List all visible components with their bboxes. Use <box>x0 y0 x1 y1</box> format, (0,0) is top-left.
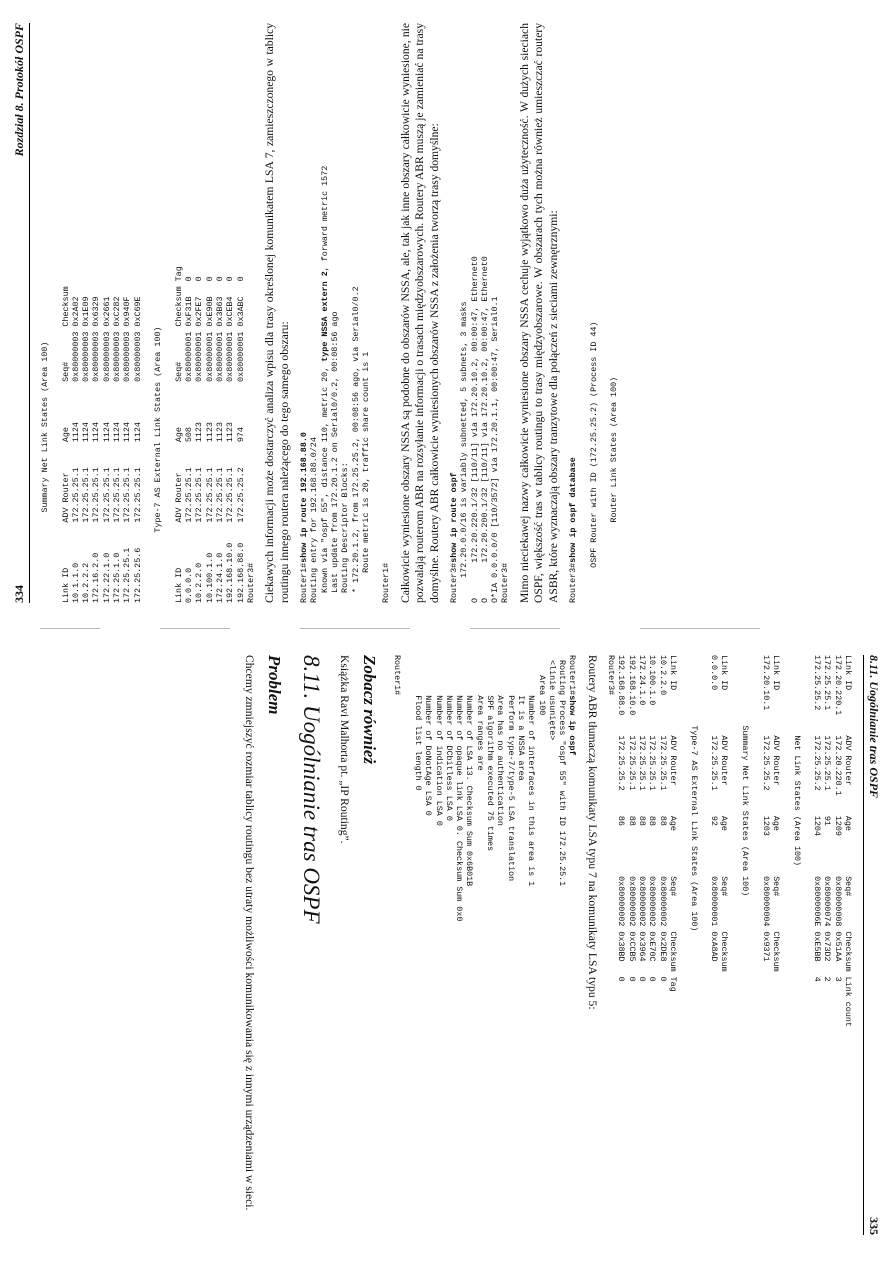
code-line: * 172.20.1.2, from 172.25.25.2, 00:08:56 ago, via Serial0/0.2 <box>350 286 361 603</box>
code-line: 10.2.2.0 172.25.25.1 1123 0x80000001 0x2FE7 0 <box>194 276 205 603</box>
code-table-header: Link ID ADV Router Age Seq# Checksum Tag <box>667 655 678 992</box>
code-line: Area ranges are <box>474 655 485 771</box>
code-block-lsa-database <box>606 655 853 1235</box>
code-table-header: Link ID ADV Router Age Seq# Checksum <box>60 286 71 603</box>
code-line: 0.0.0.0 172.25.25.1 508 0x80000001 0xF31B 0 <box>184 276 195 603</box>
code-line: 172.25.25.1 172.25.25.1 91 0x80000074 0x73D2 2 <box>822 655 833 982</box>
code-line <box>371 23 381 603</box>
see-also-heading: Zobacz również <box>360 655 380 765</box>
page-334 <box>0 0 893 625</box>
code-command: Router1#show ip ospf <box>567 655 578 756</box>
code-rows <box>812 655 843 1235</box>
code-line: It is a NSSA area <box>515 655 526 781</box>
code-line: 10.2.2.0 172.25.25.1 88 0x80000002 0x2DE8 0 <box>657 655 668 982</box>
code-command: Router3#show ip ospf database <box>567 457 578 603</box>
code-line: Summary Net Link States (Area 100) <box>740 655 751 897</box>
code-block-ospf-database <box>568 23 619 603</box>
code-table-header: Link ID ADV Router Age Seq# Checksum <box>770 655 781 972</box>
code-block-lsa-summary <box>40 23 256 603</box>
code-prompt: Router3# <box>245 562 256 603</box>
body-paragraph: Routery ABR tłumaczą komunikaty LSA typu 7 na komunikaty LSA typu 5: <box>585 655 599 1010</box>
code-line: Number of LSA 13. Checksum Sum 0x6B01B <box>464 655 475 887</box>
code-line: Number of opaque link LSA 0. Checksum Sum 0x0 <box>454 655 465 922</box>
code-line: Router Link States (Area 100) <box>609 376 620 603</box>
code-line: Perform type-7/type-5 LSA translation <box>505 655 516 882</box>
code-line: <linie usunięte> <box>546 655 557 741</box>
code-line: 172.16.2.0 172.25.25.1 1124 0x80000003 0x6329 <box>91 296 102 603</box>
body-paragraph: Ciekawych informacji może dostarczyć analiza wpisu dla trasy określonej komunikatem LSA 7, zamieszczonego w tablicy routingu innego routera należącego do tego samego obszaru: <box>263 23 291 603</box>
code-line: 192.168.88.0 172.25.25.2 86 0x80000002 0x38BD 0 <box>616 655 627 982</box>
code-line: 192.168.88.0 172.25.25.2 974 0x80000001 0x3ABC 0 <box>235 276 246 603</box>
code-line: O 172.20.220.1/32 [110/11] via 172.20.10.2, 00:00:47, Ethernet0 <box>469 256 480 603</box>
code-line: 172.25.25.1 172.25.25.1 1124 0x80000003 0x940F <box>122 296 133 603</box>
code-rows <box>459 23 510 603</box>
running-header <box>12 23 30 603</box>
section-running-title: 8.11. Uogólnianie tras OSPF <box>867 655 881 799</box>
code-line: 172.24.1.0 172.25.25.1 1123 0x80000001 0x3B63 0 <box>215 276 226 603</box>
code-table-header: Link ID ADV Router Age Seq# Checksum <box>719 655 730 972</box>
code-line: 172.20.0.0/16 is variably subnetted, 5 subnets, 3 masks <box>459 301 470 603</box>
page-334-content <box>0 0 893 625</box>
code-line: 172.25.25.6 172.25.25.1 1124 0x80000003 0xC69E <box>132 296 143 603</box>
code-line: Router1# <box>392 655 403 696</box>
code-line: Flood list length 0 <box>413 655 424 791</box>
code-line: Type-7 AS External Link States (Area 100) <box>688 655 699 932</box>
code-rows <box>616 655 667 1235</box>
code-line: 172.25.1.0 172.25.25.1 1124 0x80000003 0xC282 <box>112 296 123 603</box>
code-rows <box>184 23 246 603</box>
code-line: Number of DoNotAge LSA 0 <box>423 655 434 816</box>
running-header <box>863 655 881 1235</box>
code-line: 10.2.2.2 172.25.25.1 1124 0x80000003 0x1E09 <box>81 296 92 603</box>
code-line: Net Link States (Area 100) <box>791 655 802 867</box>
code-line: Router1# <box>381 562 392 603</box>
code-line: Number of DCbitless LSA 0 <box>443 655 454 821</box>
code-line: Routing Process "ospf 55" with ID 172.25.25.1 <box>557 655 568 887</box>
code-prompt: Router3# <box>606 655 617 696</box>
code-line: 0.0.0.0 172.25.25.1 92 0x80000001 0xA8AD <box>709 655 720 962</box>
code-block-show-ip-route-ospf <box>449 23 511 603</box>
see-also-text: Książka Ravi Malhorta pt. „IP Routing”. <box>338 655 352 844</box>
code-line: Type-7 AS External Link States (Area 100) <box>153 326 164 603</box>
code-line: Routing entry for 192.168.88.0/24 <box>309 437 320 603</box>
code-line: Router3# <box>500 562 511 603</box>
code-rows <box>330 23 392 603</box>
body-paragraph: Całkowicie wyniesione obszary NSSA są podobne do obszarów NSSA, ale, tak jak inne obszary całkowicie wyniesione, nie pozwalają routerom ABR na rozsyłanie informacji o trasach międzyobszarowych. Routery ABR muszą je zamieniać na trasy domyślne. Routery ABR całkowicie wyniesionych obszarów NSSA z założenia tworzą trasy domyślne: <box>398 23 441 603</box>
problem-text: Chcemy zmniejszyć rozmiar tablicy routingu bez utraty możliwości komunikowania się z innymi urządzeniami w sieci. <box>242 655 256 1211</box>
code-rows <box>760 655 770 1235</box>
page-335-content <box>0 633 893 1258</box>
code-table-header: Link ID ADV Router Age Seq# Checksum Link count <box>843 655 853 1027</box>
code-line <box>578 23 588 603</box>
code-line: 172.20.10.1 172.25.25.2 1203 0x80000004 0x9371 <box>760 655 771 962</box>
page-number: 335 <box>867 1217 881 1235</box>
code-line: 192.168.10.0 172.25.25.1 88 0x80000002 0xCCB5 0 <box>626 655 637 982</box>
code-line <box>599 23 609 603</box>
code-line: 172.25.25.2 172.25.25.2 1204 0x8000006E 0xE5BB 4 <box>812 655 823 982</box>
code-line: Last update from 172.20.1.2 on Serial0/0.2, 00:08:56 ago <box>329 311 340 603</box>
code-rows <box>709 655 719 1235</box>
code-line: 10.100.1.0 172.25.25.1 88 0x80000002 0xE70C 0 <box>647 655 658 982</box>
code-block-show-ip-ospf <box>392 655 577 1235</box>
code-line: Routing Descriptor Blocks: <box>340 462 351 603</box>
code-line: O 172.20.200.1/32 [110/11] via 172.20.10.2, 00:00:47, Ethernet0 <box>479 256 490 603</box>
code-line: Number of indication LSA 0 <box>433 655 444 826</box>
problem-heading: Problem <box>264 655 284 715</box>
code-line <box>402 655 412 1235</box>
code-line: OSPF Router with ID (172.25.25.2) (Process ID 44) <box>588 321 599 603</box>
code-line: 10.100.1.0 172.25.25.1 1123 0x80000001 0xE90B 0 <box>204 276 215 603</box>
code-rows <box>578 23 619 603</box>
body-paragraph: Mimo nieciekawej nazwy całkowicie wyniesione obszary NSSA cechuje wyjątkowo duża użyteczność. W dużych sieciach OSPF, większość tras w tablicy routingu to trasy międzyobszarowe. W obszarach tych można również umieszczać routery ASBR, które wyznaczają obszary tranzytowe dla połączeń z sieciami zewnętrznymi: <box>517 23 560 603</box>
code-line: 192.168.10.0 172.25.25.1 1123 0x80000001 0xCEB4 0 <box>225 276 236 603</box>
page-335 <box>0 633 893 1258</box>
code-rows <box>392 655 567 1235</box>
page-number: 334 <box>12 585 26 603</box>
chapter-title: Rozdział 8. Protokół OSPF <box>12 23 26 157</box>
code-line: Area 100 <box>536 655 547 716</box>
code-block-show-ip-route <box>299 23 392 603</box>
page-divider <box>0 626 893 632</box>
code-line: Route metric is 20, traffic share count is 1 <box>360 351 371 603</box>
code-line: Number of interfaces in this area is 1 <box>526 655 537 887</box>
code-table-header: Link ID ADV Router Age Seq# Checksum Tag <box>173 266 184 603</box>
code-line: Area has no authentication <box>495 655 506 826</box>
code-rows <box>71 23 143 603</box>
section-heading: 8.11. Uogólnianie tras OSPF <box>298 655 324 924</box>
code-command: Router1#show ip route 192.168.88.0 <box>299 432 310 603</box>
code-line: 10.1.1.0 172.25.25.1 1124 0x80000003 0x2A02 <box>70 296 81 603</box>
code-line: SPF algorithm executed 75 times <box>485 655 496 852</box>
code-line: 172.20.220.1 172.20.220.1 1209 0x80000008 0x51AA 3 <box>832 655 843 982</box>
code-line: 172.22.1.0 172.25.25.1 1124 0x80000003 0x2661 <box>101 296 112 603</box>
code-line: Summary Net Link States (Area 100) <box>40 341 50 603</box>
code-command: Router3#show ip route ospf <box>448 472 459 603</box>
code-line: 172.24.1.0 172.25.25.1 88 0x80000002 0x3964 0 <box>637 655 648 982</box>
code-line: Known via "ospf 55", distance 110, metric 20, type NSSA extern 2, forward metric 1572 <box>319 165 330 603</box>
code-line: O*IA 0.0.0.0/0 [110/3572] via 172.20.1.1, 00:00:47, Serial0.1 <box>490 296 501 603</box>
